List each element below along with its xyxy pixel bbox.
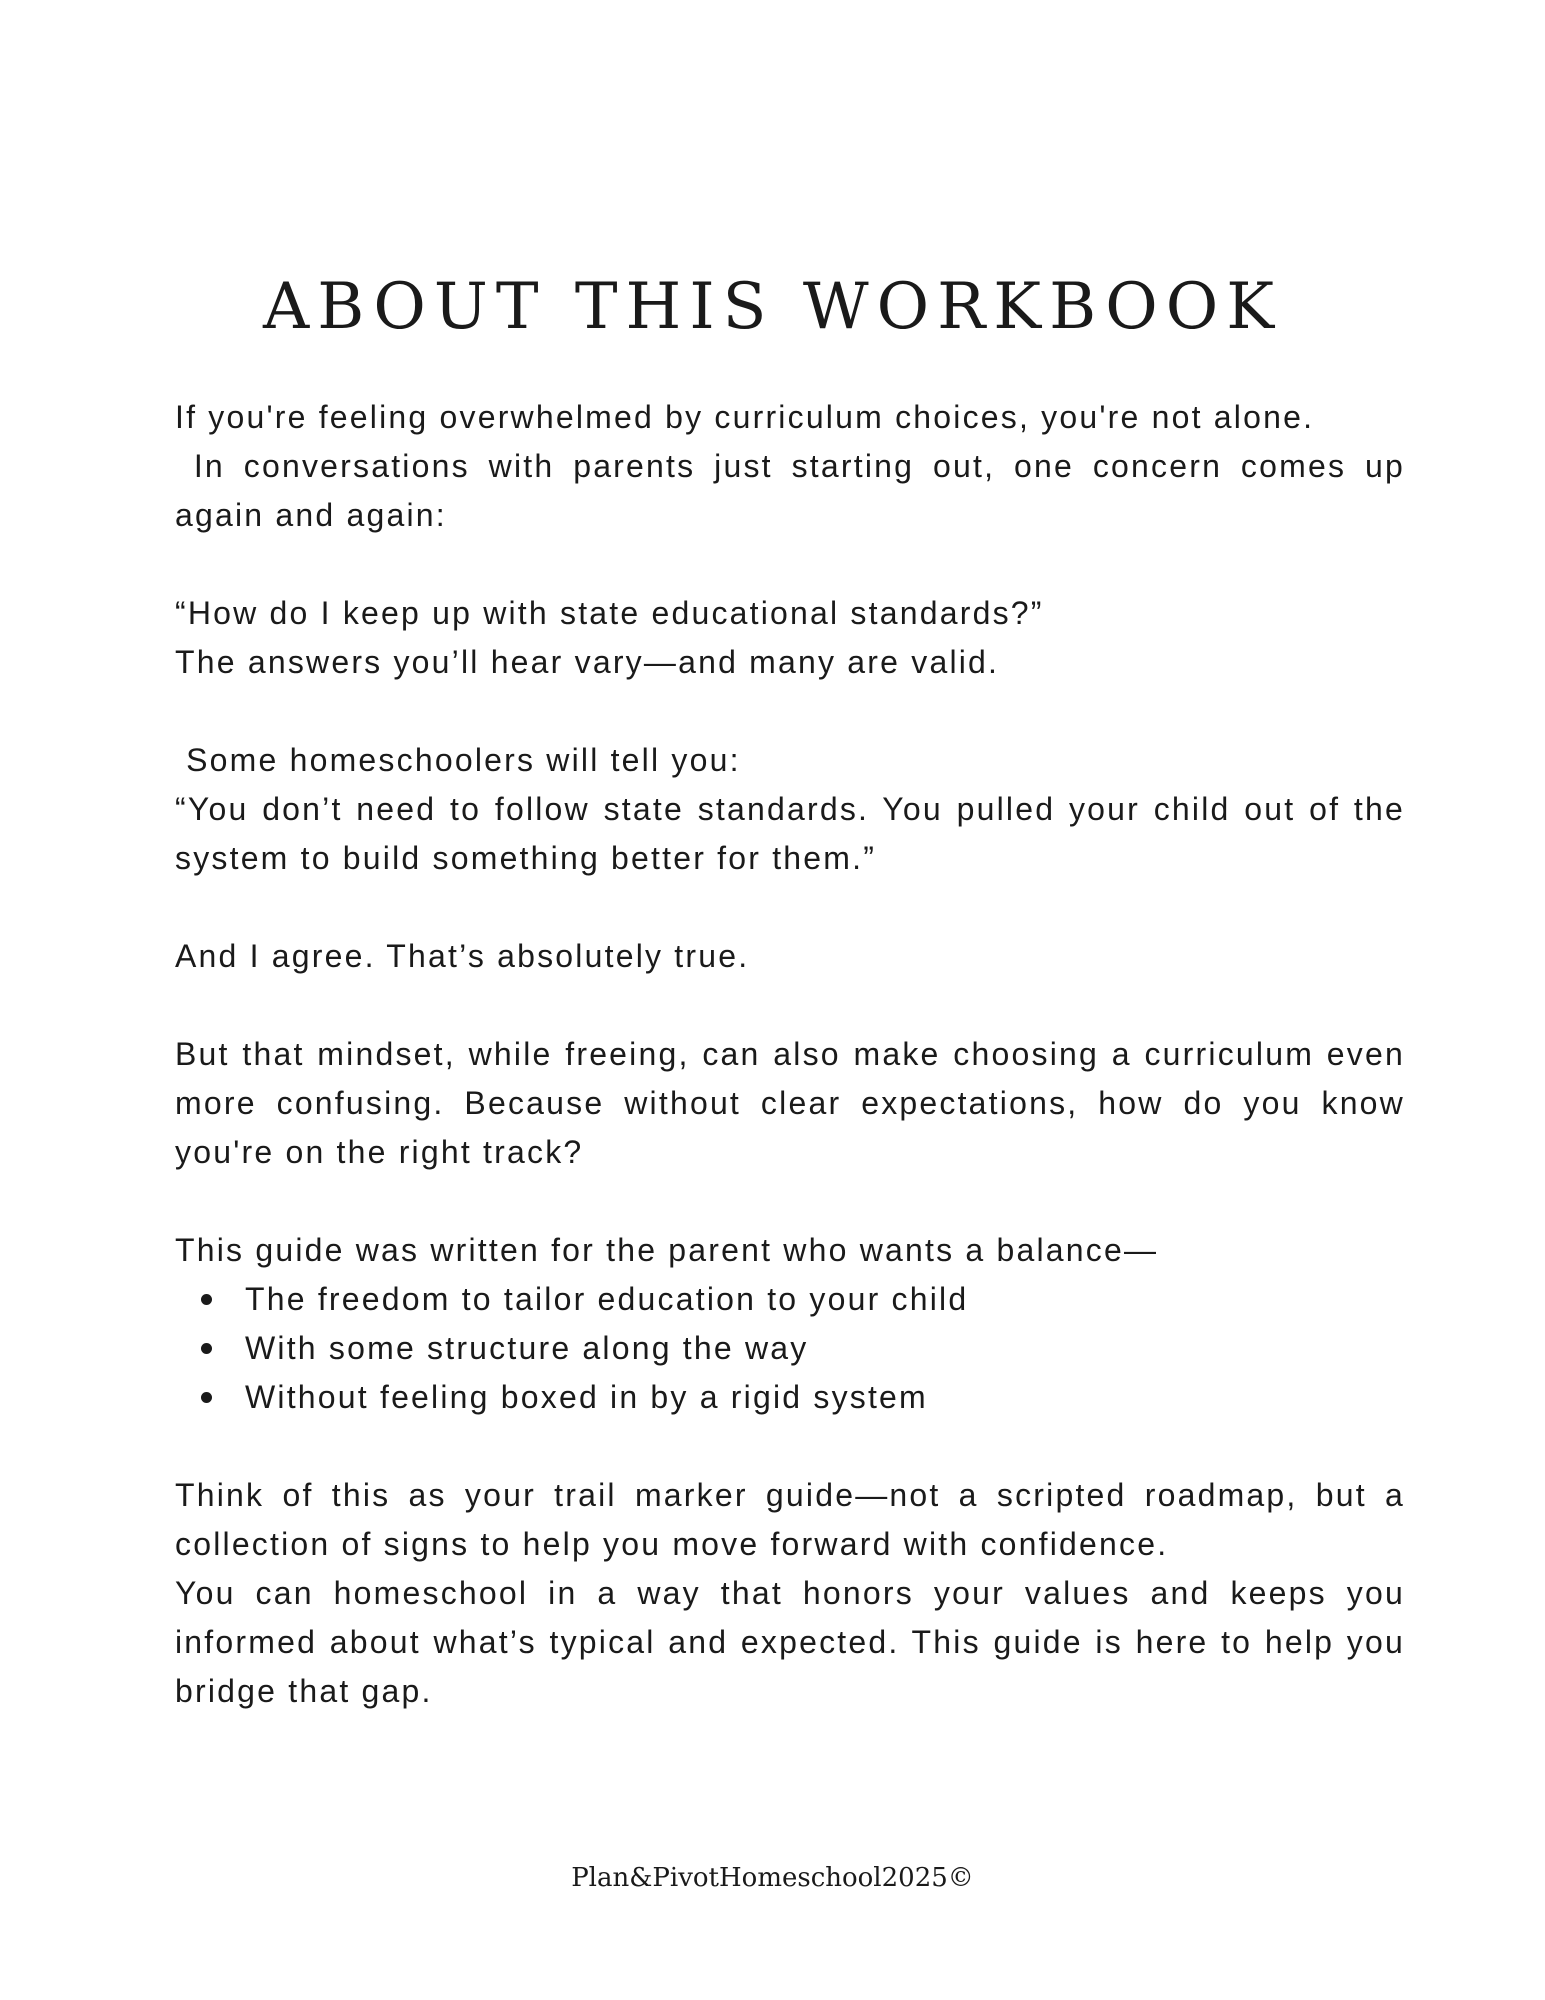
bullet-icon bbox=[201, 1294, 212, 1305]
bullet-icon bbox=[201, 1343, 212, 1354]
paragraph: “You don’t need to follow state standards. You pulled your child out of the system to build something better for them.” bbox=[175, 791, 1405, 876]
list-item bbox=[175, 1275, 1405, 1324]
list-item bbox=[175, 1373, 1405, 1422]
paragraph: In conversations with parents just starting out, one concern comes up again and again: bbox=[175, 448, 1417, 533]
bullet-icon bbox=[201, 1392, 212, 1403]
paragraph-line: Some homeschoolers will tell you: bbox=[175, 742, 741, 778]
paragraph: Think of this as your trail marker guide—not a scripted roadmap, but a collection of signs to help you move forward with confidence. bbox=[175, 1477, 1405, 1562]
list-item-text: With some structure along the way bbox=[245, 1330, 809, 1366]
list-item-text: The freedom to tailor education to your child bbox=[245, 1281, 969, 1317]
paragraph-line: This guide was written for the parent who wants a balance— bbox=[175, 1232, 1159, 1268]
paragraph: You can homeschool in a way that honors your values and keeps you informed about what’s typical and expected. This guide is here to help you bridge that gap. bbox=[175, 1575, 1405, 1709]
paragraph-line: If you're feeling overwhelmed by curriculum choices, you're not alone. bbox=[175, 399, 1315, 435]
footer-copyright: Plan&PivotHomeschool2025© bbox=[571, 1863, 974, 1893]
page-title: ABOUT THIS WORKBOOK bbox=[262, 270, 1283, 344]
list-item bbox=[175, 1324, 1405, 1373]
paragraph: But that mindset, while freeing, can also make choosing a curriculum even more confusing. Because without clear expectations, how do you know you're on the right track? bbox=[175, 1036, 1405, 1170]
bullet-list bbox=[175, 1275, 1405, 1422]
paragraph-line: “How do I keep up with state educational standards?” bbox=[175, 595, 1044, 631]
list-item-text: Without feeling boxed in by a rigid system bbox=[245, 1379, 928, 1415]
paragraph-line: The answers you’ll hear vary—and many are valid. bbox=[175, 644, 1000, 680]
paragraph: And I agree. That’s absolutely true. bbox=[175, 938, 750, 974]
body-text bbox=[175, 393, 1417, 1716]
